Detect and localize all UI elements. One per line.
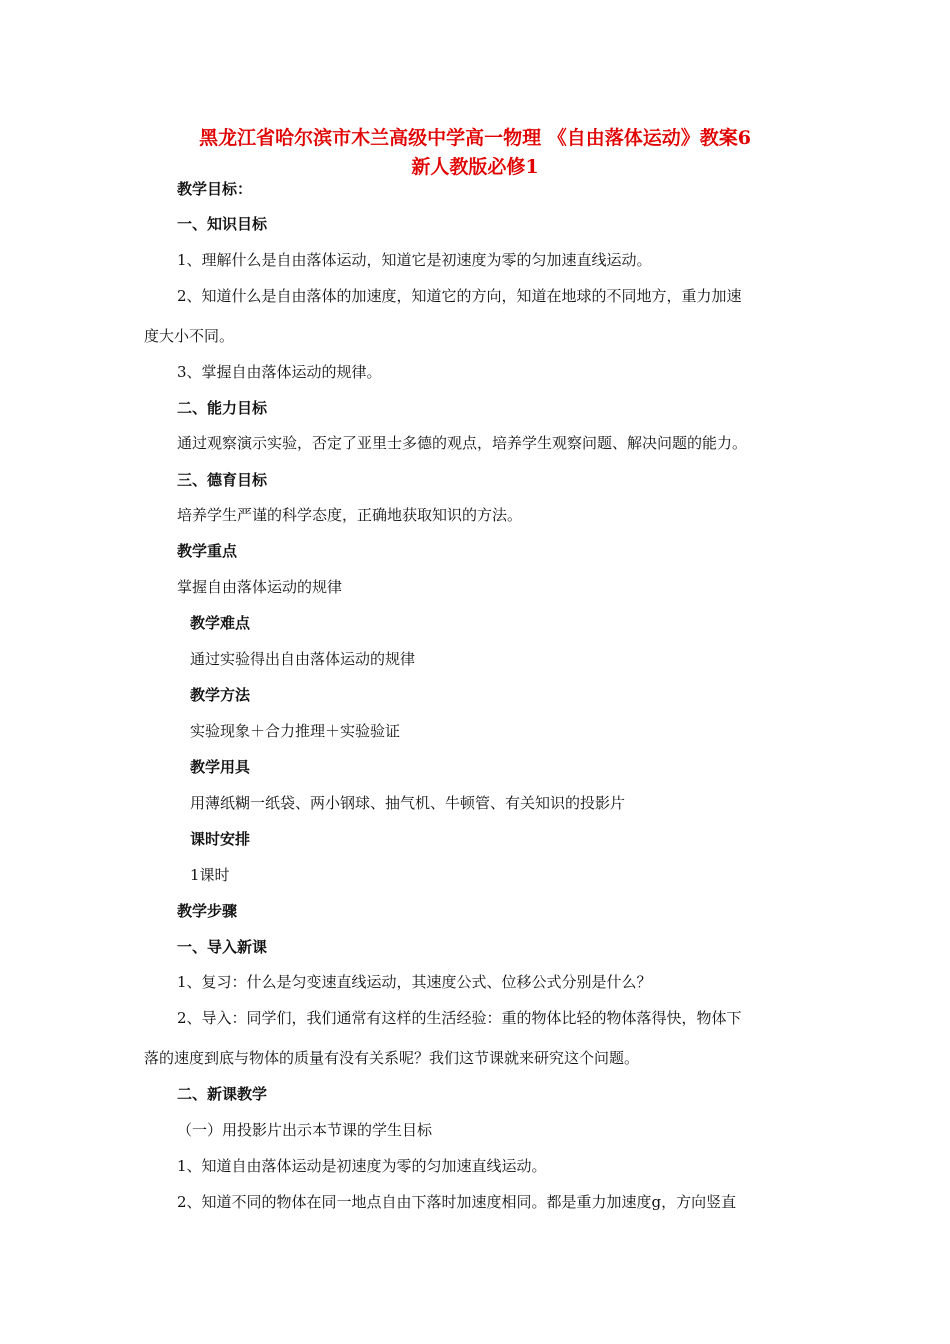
paragraph-line: 1课时: [190, 866, 230, 884]
paragraph-line: 1、复习：什么是匀变速直线运动，其速度公式、位移公式分别是什么？: [177, 973, 652, 991]
paragraph-line: 2、导入：同学们，我们通常有这样的生活经验：重的物体比轻的物体落得快，物体下: [177, 1009, 742, 1027]
heading-ability-objectives: 二、能力目标: [177, 399, 268, 417]
paragraph-line: 2、知道不同的物体在同一地点自由下落时加速度相同。都是重力加速度g，方向竖直: [177, 1193, 737, 1211]
paragraph-line: 1、知道自由落体运动是初速度为零的匀加速直线运动。: [177, 1157, 547, 1175]
paragraph-line: 培养学生严谨的科学态度，正确地获取知识的方法。: [177, 506, 523, 524]
heading-teaching-steps: 教学步骤: [177, 902, 238, 920]
heading-teaching-method: 教学方法: [190, 686, 251, 704]
heading-teaching-difficulty: 教学难点: [190, 614, 251, 632]
heading-teaching-focus: 教学重点: [177, 542, 238, 560]
paragraph-line: 掌握自由落体运动的规律: [177, 578, 343, 596]
heading-class-schedule: 课时安排: [190, 830, 251, 848]
paragraph-line: 度大小不同。: [144, 327, 235, 345]
document-title-line-2: 新人教版必修1: [411, 156, 539, 178]
paragraph-line: 通过观察演示实验，否定了亚里士多德的观点，培养学生观察问题、解决问题的能力。: [177, 434, 748, 452]
paragraph-line: 3、掌握自由落体运动的规律。: [177, 363, 382, 381]
paragraph-line: 1、理解什么是自由落体运动，知道它是初速度为零的匀加速直线运动。: [177, 251, 652, 269]
heading-teaching-tools: 教学用具: [190, 758, 251, 776]
paragraph-line: 实验现象＋合力推理＋实验验证: [190, 722, 401, 740]
paragraph-line: （一）用投影片出示本节课的学生目标: [177, 1121, 433, 1139]
heading-introduce-lesson: 一、导入新课: [177, 938, 268, 956]
heading-new-lesson: 二、新课教学: [177, 1085, 268, 1103]
heading-knowledge-objectives: 一、知识目标: [177, 215, 268, 233]
heading-moral-objectives: 三、德育目标: [177, 471, 268, 489]
heading-teaching-objectives: 教学目标：: [177, 180, 253, 198]
paragraph-line: 用薄纸糊一纸袋、两小钢球、抽气机、牛顿管、有关知识的投影片: [190, 794, 626, 812]
paragraph-line: 通过实验得出自由落体运动的规律: [190, 650, 416, 668]
paragraph-line: 2、知道什么是自由落体的加速度，知道它的方向，知道在地球的不同地方，重力加速: [177, 287, 742, 305]
document-title-line-1: 黑龙江省哈尔滨市木兰高级中学高一物理 《自由落体运动》教案6: [199, 127, 751, 149]
paragraph-line: 落的速度到底与物体的质量有没有关系呢？我们这节课就来研究这个问题。: [144, 1049, 640, 1067]
